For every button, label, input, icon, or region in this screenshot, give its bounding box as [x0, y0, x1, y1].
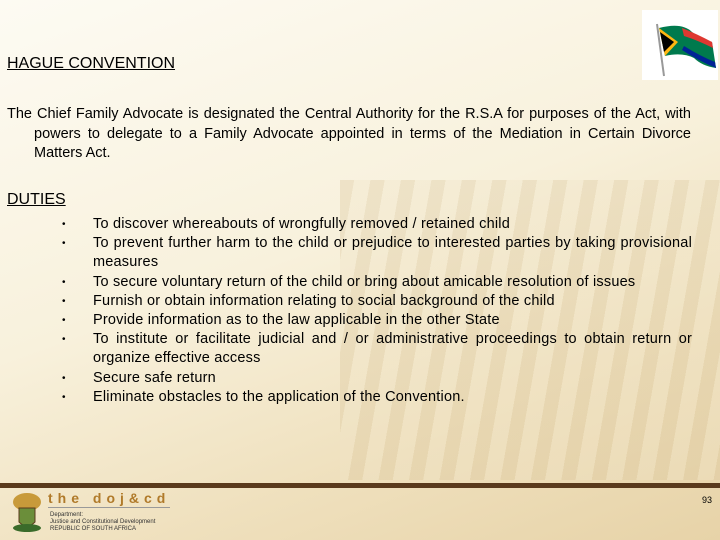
bullet: • — [62, 276, 66, 288]
south-africa-flag-icon — [642, 10, 718, 80]
duties-list — [62, 215, 692, 407]
department-name — [50, 512, 155, 533]
list-item — [62, 234, 692, 272]
list-item-text: Furnish or obtain information relating to social background of the child — [93, 292, 555, 309]
list-item-text: To prevent further harm to the child or prejudice to interested parties by taking provisional measures — [93, 235, 692, 271]
bullet: • — [62, 372, 66, 384]
page-number: 93 — [701, 495, 712, 505]
list-item-text: To institute or facilitate judicial and / or administrative proceedings to obtain return or organize effective access — [93, 331, 692, 367]
intro-paragraph: The Chief Family Advocate is designated the Central Authority for the R.S.A for purposes of the Act, with powers to delegate to a Family Advocate appointed in terms of the Mediation in Certain Divorce Matters Act. — [7, 106, 691, 161]
coat-of-arms-icon — [10, 490, 44, 534]
list-item-text: To discover whereabouts of wrongfully removed / retained child — [93, 216, 510, 232]
dept-line: Department: — [50, 512, 84, 518]
list-item — [62, 273, 692, 292]
dept-line: REPUBLIC OF SOUTH AFRICA — [50, 526, 137, 532]
dept-line: Justice and Constitutional Development — [50, 519, 156, 525]
bullet: • — [62, 295, 66, 307]
bullet: • — [62, 315, 66, 327]
list-item-text: Provide information as to the law applicable in the other State — [93, 312, 500, 329]
list-item — [62, 369, 692, 388]
footer-brand: the doj&cd — [48, 490, 171, 506]
duties-heading: DUTIES — [7, 191, 66, 208]
list-item-text: Secure safe return — [93, 369, 216, 386]
page-title: HAGUE CONVENTION — [7, 55, 176, 72]
footer-divider — [0, 483, 720, 488]
list-item-text: Eliminate obstacles to the application of the Convention. — [93, 388, 465, 405]
list-item — [62, 292, 692, 311]
bullet: • — [62, 391, 66, 403]
list-item — [62, 311, 692, 330]
list-item — [62, 388, 692, 407]
list-item-text: To secure voluntary return of the child or bring about amicable resolution of issues — [93, 273, 636, 290]
bullet: • — [62, 334, 66, 346]
list-item — [62, 330, 692, 368]
list-item — [62, 215, 692, 234]
bullet: • — [62, 238, 66, 250]
bullet: • — [62, 219, 66, 230]
